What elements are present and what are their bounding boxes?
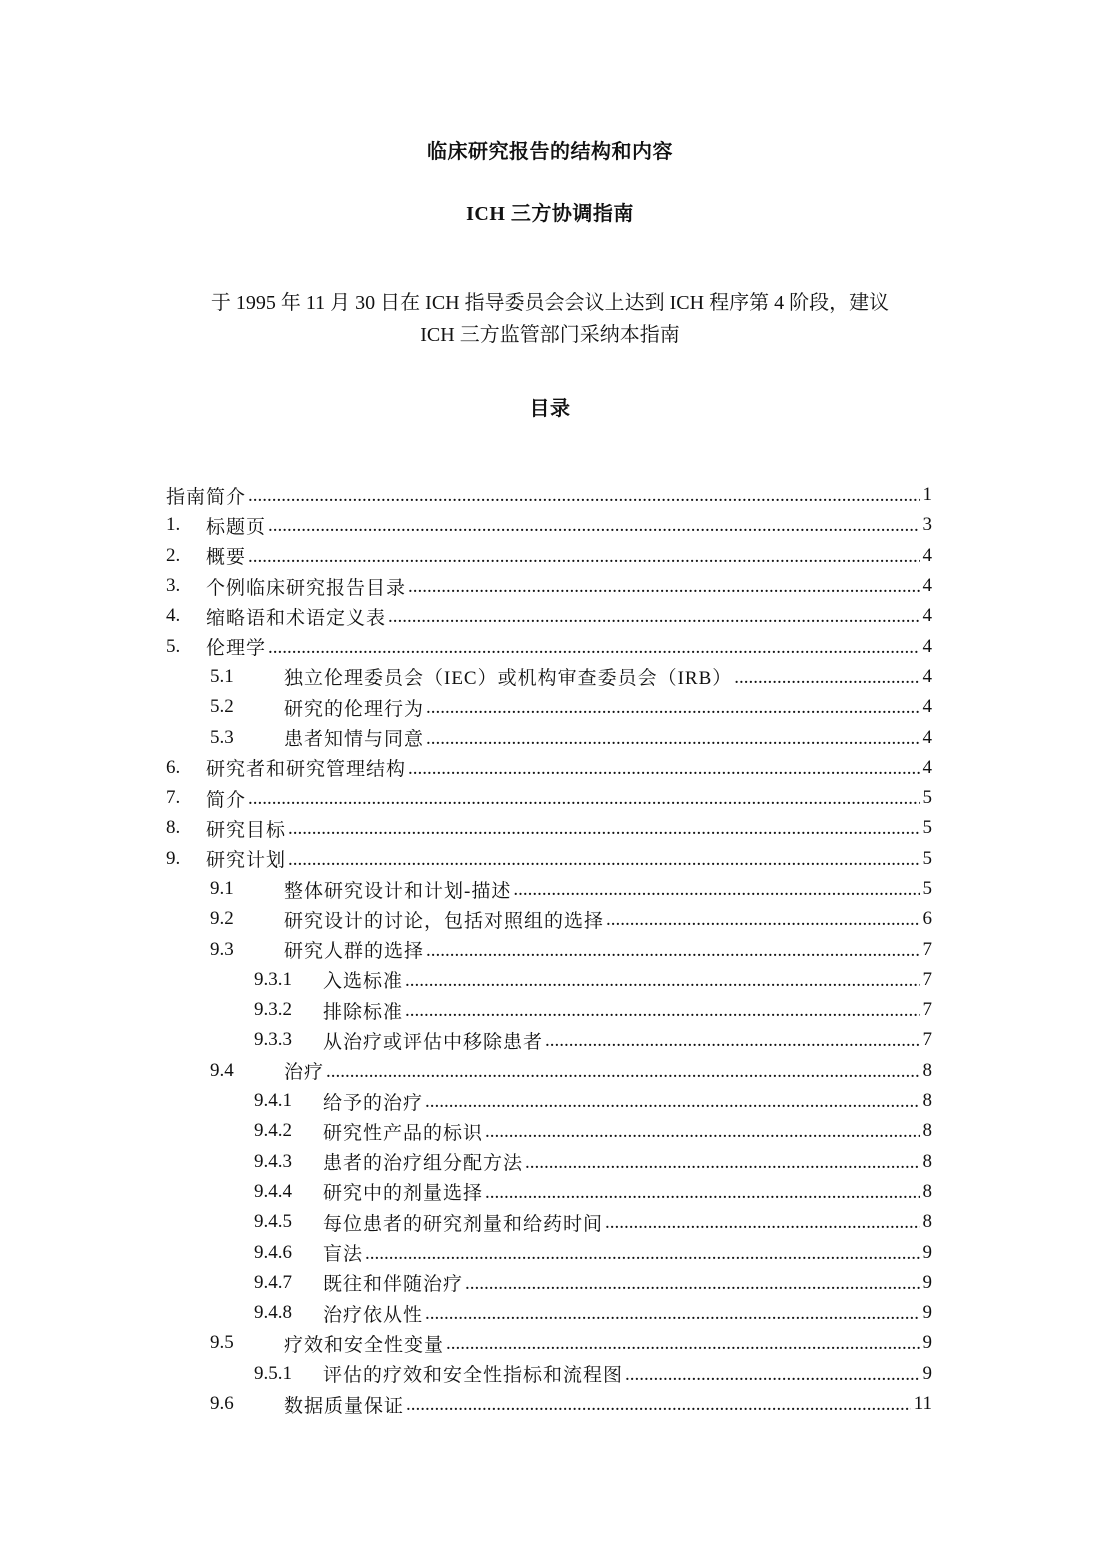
- toc-dot-leader: [606, 909, 919, 931]
- toc-dot-leader: [248, 546, 919, 568]
- toc-entry-title: 治疗依从性: [323, 1304, 424, 1326]
- toc-entry-page: 8: [922, 1090, 932, 1112]
- toc-entry[interactable]: [166, 1359, 932, 1389]
- toc-entry-page: 4: [922, 635, 932, 657]
- toc-entry-page: 4: [922, 726, 932, 748]
- toc-entry-number: 9.4.4: [254, 1180, 292, 1202]
- toc-entry[interactable]: [166, 722, 932, 752]
- toc-dot-leader: [406, 1394, 911, 1416]
- toc-entry-page: 5: [922, 847, 932, 869]
- toc-entry[interactable]: [166, 662, 932, 692]
- toc-dot-leader: [425, 1091, 919, 1113]
- toc-entry-title: 独立伦理委员会（IEC）或机构审查委员会（IRB）: [284, 668, 733, 690]
- toc-entry[interactable]: [166, 480, 932, 510]
- toc-dot-leader: [388, 606, 919, 628]
- toc-entry-number: 9.3.1: [254, 968, 292, 990]
- toc-entry-number: 9.4.3: [254, 1150, 292, 1172]
- toc-entry[interactable]: [166, 783, 932, 813]
- toc-entry-title: 入选标准: [323, 971, 404, 993]
- toc-entry[interactable]: [166, 934, 932, 964]
- toc-entry[interactable]: [166, 813, 932, 843]
- toc-entry-page: 7: [922, 968, 932, 990]
- toc-entry-title: 研究人群的选择: [284, 941, 425, 963]
- toc-entry-number: 9.4: [210, 1059, 234, 1081]
- toc-entry[interactable]: [166, 1389, 932, 1419]
- document-title: 临床研究报告的结构和内容: [427, 141, 673, 163]
- toc-entry-number: 9.4.7: [254, 1271, 292, 1293]
- toc-entry-page: 7: [922, 999, 932, 1021]
- toc-entry-number: 3.: [166, 575, 181, 597]
- toc-entry[interactable]: [166, 541, 932, 571]
- toc-entry[interactable]: [166, 1207, 932, 1237]
- toc-entry[interactable]: [166, 1298, 932, 1328]
- toc-entry-number: 9.4.2: [254, 1120, 292, 1142]
- toc-dot-leader: [426, 940, 919, 962]
- toc-dot-leader: [446, 1333, 919, 1355]
- toc-entry-number: 9.4.8: [254, 1302, 292, 1324]
- toc-entry-title: 研究性产品的标识: [323, 1122, 484, 1144]
- toc-entry-number: 4.: [166, 605, 181, 627]
- toc-entry-title: 整体研究设计和计划-描述: [284, 880, 512, 902]
- toc-dot-leader: [425, 1303, 919, 1325]
- adoption-note-line-2: ICH 三方监管部门采纳本指南: [420, 324, 680, 346]
- toc-entry-title: 给予的治疗: [323, 1092, 424, 1114]
- toc-entry-title: 评估的疗效和安全性指标和流程图: [323, 1365, 624, 1387]
- toc-entry[interactable]: [166, 692, 932, 722]
- toc-entry-page: 9: [922, 1362, 932, 1384]
- toc-entry-page: 8: [922, 1059, 932, 1081]
- toc-entry[interactable]: [166, 1116, 932, 1146]
- toc-entry-number: 9.5.1: [254, 1362, 292, 1384]
- toc-entry-page: 9: [922, 1302, 932, 1324]
- toc-entry[interactable]: [166, 1025, 932, 1055]
- toc-entry-title: 指南简介: [166, 486, 247, 508]
- toc-entry[interactable]: [166, 995, 932, 1025]
- toc-entry-number: 9.3: [210, 938, 234, 960]
- toc-entry-number: 9.1: [210, 878, 234, 899]
- toc-entry[interactable]: [166, 874, 932, 904]
- toc-entry-title: 简介: [206, 789, 247, 811]
- toc-dot-leader: [408, 758, 919, 780]
- toc-entry-page: 8: [922, 1120, 932, 1142]
- toc-entry-page: 9: [922, 1241, 932, 1263]
- toc-entry-title: 研究的伦理行为: [284, 698, 425, 720]
- toc-entry[interactable]: [166, 631, 932, 661]
- toc-entry-page: 4: [922, 575, 932, 597]
- toc-entry-number: 9.6: [210, 1393, 234, 1415]
- toc-entry-title: 研究中的剂量选择: [323, 1183, 484, 1205]
- toc-entry-title: 研究目标: [206, 819, 287, 841]
- toc-entry-title: 标题页: [206, 516, 267, 538]
- toc-dot-leader: [405, 970, 919, 992]
- toc-entry-number: 5.3: [210, 726, 234, 748]
- toc-entry-title: 缩略语和术语定义表: [206, 607, 387, 629]
- toc-dot-leader: [625, 1364, 919, 1386]
- toc-entry-title: 研究设计的讨论，包括对照组的选择: [284, 910, 605, 932]
- toc-entry[interactable]: [166, 965, 932, 995]
- toc-entry-page: 5: [922, 817, 932, 839]
- toc-entry-page: 9: [922, 1332, 932, 1354]
- table-of-contents: [166, 480, 932, 1419]
- toc-entry-page: 1: [922, 484, 932, 506]
- toc-dot-leader: [485, 1182, 919, 1204]
- toc-entry-number: 8.: [166, 817, 181, 839]
- toc-entry-title: 患者知情与同意: [284, 729, 425, 751]
- toc-entry[interactable]: [166, 571, 932, 601]
- toc-entry-title: 研究者和研究管理结构: [206, 759, 407, 781]
- toc-entry[interactable]: [166, 1177, 932, 1207]
- toc-entry-number: 9.2: [210, 908, 234, 930]
- toc-entry-page: 9: [922, 1271, 932, 1293]
- toc-entry-number: 9.4.1: [254, 1090, 292, 1112]
- toc-entry-title: 排除标准: [323, 1001, 404, 1023]
- toc-entry-number: 5.2: [210, 696, 234, 718]
- toc-dot-leader: [545, 1030, 919, 1052]
- toc-entry-title: 治疗: [284, 1062, 325, 1084]
- toc-dot-leader: [513, 879, 919, 901]
- toc-entry-title: 盲法: [323, 1244, 364, 1266]
- toc-entry-title: 研究计划: [206, 850, 287, 872]
- toc-entry-title: 患者的治疗组分配方法: [323, 1153, 524, 1175]
- toc-entry-page: 4: [922, 605, 932, 627]
- toc-entry-title: 个例临床研究报告目录: [206, 577, 407, 599]
- toc-dot-leader: [248, 485, 919, 507]
- toc-dot-leader: [326, 1061, 919, 1083]
- toc-entry-page: 8: [922, 1180, 932, 1202]
- toc-entry-page: 7: [922, 938, 932, 960]
- toc-entry[interactable]: [166, 753, 932, 783]
- toc-entry-number: 9.3.3: [254, 1029, 292, 1051]
- toc-entry[interactable]: [166, 844, 932, 874]
- toc-entry[interactable]: [166, 1147, 932, 1177]
- toc-entry[interactable]: [166, 510, 932, 540]
- toc-entry[interactable]: [166, 1237, 932, 1267]
- toc-entry-title: 伦理学: [206, 638, 267, 660]
- toc-entry-page: 8: [922, 1150, 932, 1172]
- toc-entry[interactable]: [166, 1056, 932, 1086]
- toc-dot-leader: [405, 1000, 919, 1022]
- toc-entry[interactable]: [166, 904, 932, 934]
- toc-dot-leader: [734, 667, 919, 689]
- toc-entry-title: 每位患者的研究剂量和给药时间: [323, 1213, 604, 1235]
- toc-entry-title: 从治疗或评估中移除患者: [323, 1031, 544, 1053]
- toc-entry-page: 5: [922, 787, 932, 809]
- toc-entry-page: 3: [922, 514, 932, 536]
- toc-entry[interactable]: [166, 1268, 932, 1298]
- toc-entry-page: 5: [922, 878, 932, 899]
- toc-dot-leader: [288, 849, 919, 871]
- toc-entry-number: 9.: [166, 847, 181, 869]
- document-subtitle: ICH 三方协调指南: [466, 203, 634, 225]
- toc-dot-leader: [288, 818, 919, 840]
- toc-entry-number: 9.4.5: [254, 1211, 292, 1233]
- toc-dot-leader: [365, 1243, 919, 1265]
- toc-entry-number: 9.4.6: [254, 1241, 292, 1263]
- toc-dot-leader: [408, 576, 919, 598]
- toc-entry-number: 9.5: [210, 1332, 234, 1354]
- toc-entry-page: 6: [922, 908, 932, 930]
- adoption-note-line-1: 于 1995 年 11 月 30 日在 ICH 指导委员会会议上达到 ICH 程序第 4 阶段，建议: [210, 292, 890, 314]
- toc-entry-title: 概要: [206, 547, 247, 569]
- toc-entry-page: 4: [922, 756, 932, 778]
- toc-entry-title: 疗效和安全性变量: [284, 1334, 445, 1356]
- toc-dot-leader: [485, 1121, 919, 1143]
- toc-entry-number: 9.3.2: [254, 999, 292, 1021]
- toc-entry-number: 5.1: [210, 665, 234, 687]
- toc-entry-page: 4: [922, 665, 932, 687]
- toc-entry-page: 11: [913, 1393, 932, 1415]
- toc-entry-number: 5.: [166, 635, 181, 657]
- toc-dot-leader: [268, 637, 919, 659]
- toc-entry[interactable]: [166, 1328, 932, 1358]
- toc-entry-number: 2.: [166, 544, 181, 566]
- toc-dot-leader: [426, 697, 919, 719]
- toc-dot-leader: [525, 1152, 919, 1174]
- toc-entry-page: 7: [922, 1029, 932, 1051]
- toc-entry[interactable]: [166, 601, 932, 631]
- toc-dot-leader: [268, 515, 919, 537]
- toc-entry-number: 6.: [166, 756, 181, 778]
- toc-heading: 目录: [529, 398, 571, 420]
- toc-entry-page: 4: [922, 696, 932, 718]
- toc-entry[interactable]: [166, 1086, 932, 1116]
- toc-entry-number: 7.: [166, 787, 181, 809]
- toc-entry-title: 既往和伴随治疗: [323, 1274, 464, 1296]
- toc-dot-leader: [605, 1212, 919, 1234]
- toc-dot-leader: [248, 788, 919, 810]
- toc-entry-page: 4: [922, 544, 932, 566]
- toc-dot-leader: [465, 1273, 919, 1295]
- toc-entry-number: 1.: [166, 514, 181, 536]
- toc-dot-leader: [426, 728, 919, 750]
- toc-entry-title: 数据质量保证: [284, 1395, 405, 1417]
- toc-entry-page: 8: [922, 1211, 932, 1233]
